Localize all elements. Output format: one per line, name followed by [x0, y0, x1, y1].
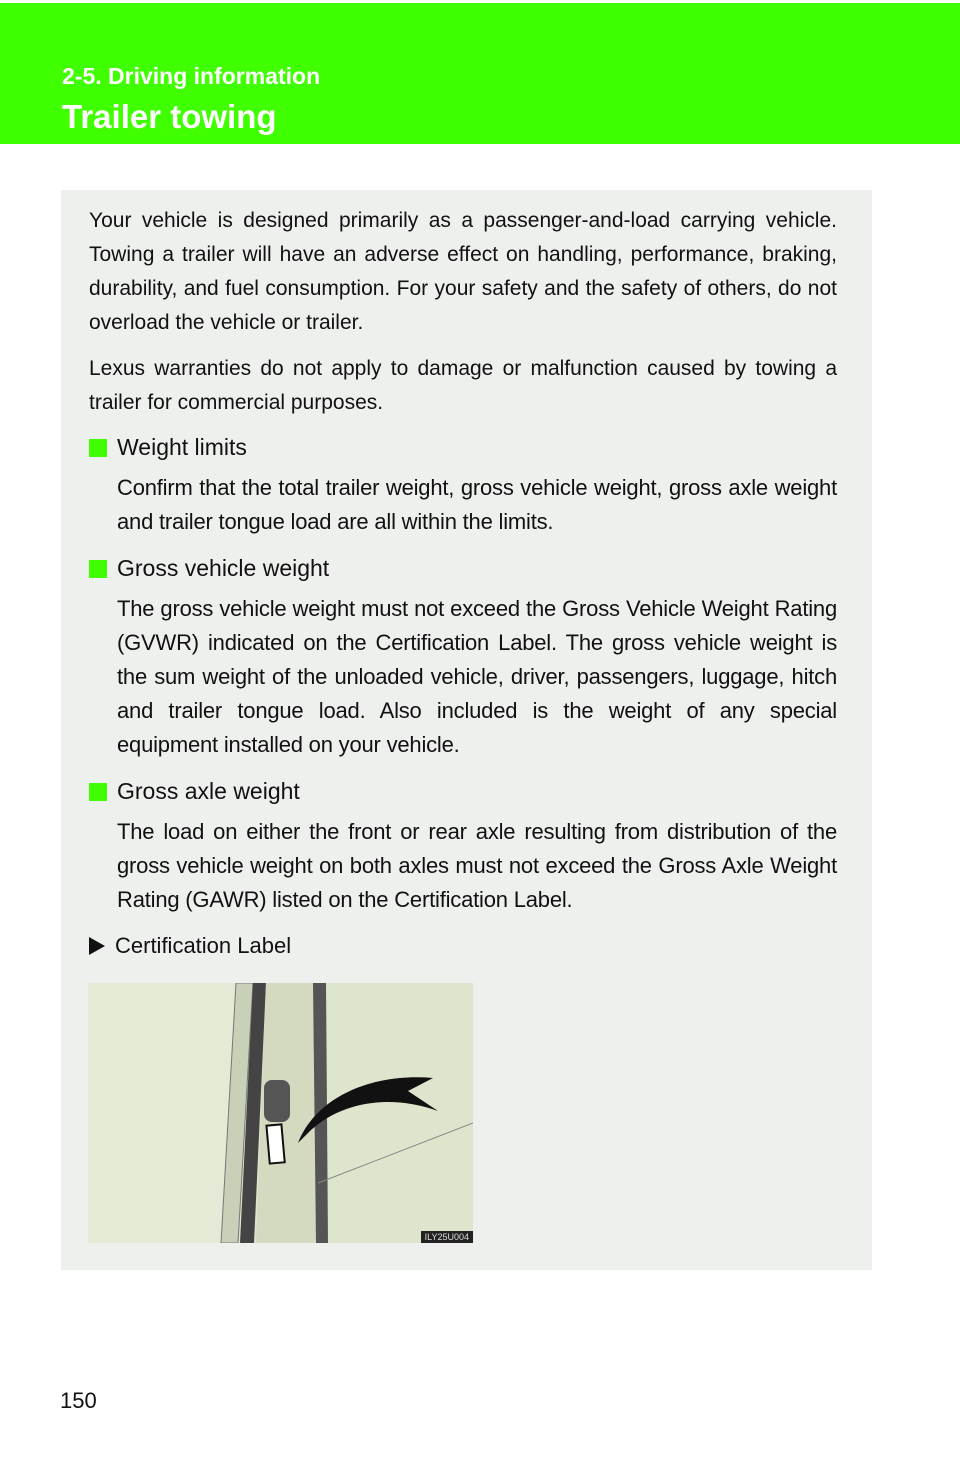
- warranty-paragraph: Lexus warranties do not apply to damage or malfunction caused by towing a trailer for commercial purposes.: [89, 357, 837, 414]
- heading-gross-axle-weight: [89, 778, 300, 805]
- certification-label-illustration: [88, 983, 473, 1243]
- page-number: 150: [60, 1388, 97, 1413]
- page-title: Trailer towing: [62, 98, 277, 135]
- gross-axle-weight-text: The load on either the front or rear axle resulting from distribution of the gross vehicle weight on both axles must not exceed the Gross Axle Weight Rating (GAWR) listed on the Certification Label.: [117, 819, 837, 912]
- door-pillar-drawing: [88, 983, 473, 1243]
- chapter-header: [0, 3, 960, 144]
- content-box: [61, 190, 872, 1270]
- heading-weight-limits: [89, 434, 247, 461]
- intro-paragraph: Your vehicle is designed primarily as a passenger-and-load carrying vehicle. Towing a trailer will have an adverse effect on handling, performance, braking, durability, and fuel consumption. For your safety and the safety of others, do not overload the vehicle or trailer.: [89, 209, 837, 334]
- gross-vehicle-weight-text: The gross vehicle weight must not exceed the Gross Vehicle Weight Rating (GVWR) indicated on the Certification Label. The gross vehicle weight is the sum weight of the unloaded vehicle, driver, passengers, luggage, hitch and trailer tongue load. Also included is the weight of any special equipment installed on your vehicle.: [117, 596, 837, 757]
- square-bullet-icon: [89, 783, 107, 801]
- square-bullet-icon: [89, 560, 107, 578]
- triangle-bullet-icon: [89, 937, 105, 955]
- heading-text: Weight limits: [117, 434, 247, 460]
- heading-gross-vehicle-weight: [89, 555, 329, 582]
- figure-caption: [89, 933, 291, 959]
- figure-code: ILY25U004: [421, 1231, 473, 1243]
- section-label: 2-5. Driving information: [62, 63, 321, 89]
- square-bullet-icon: [89, 439, 107, 457]
- heading-text: Gross vehicle weight: [117, 555, 330, 581]
- caption-text: Certification Label: [115, 933, 292, 958]
- weight-limits-text: Confirm that the total trailer weight, gross vehicle weight, gross axle weight and trailer tongue load are all within the limits.: [117, 475, 837, 534]
- heading-text: Gross axle weight: [117, 778, 300, 804]
